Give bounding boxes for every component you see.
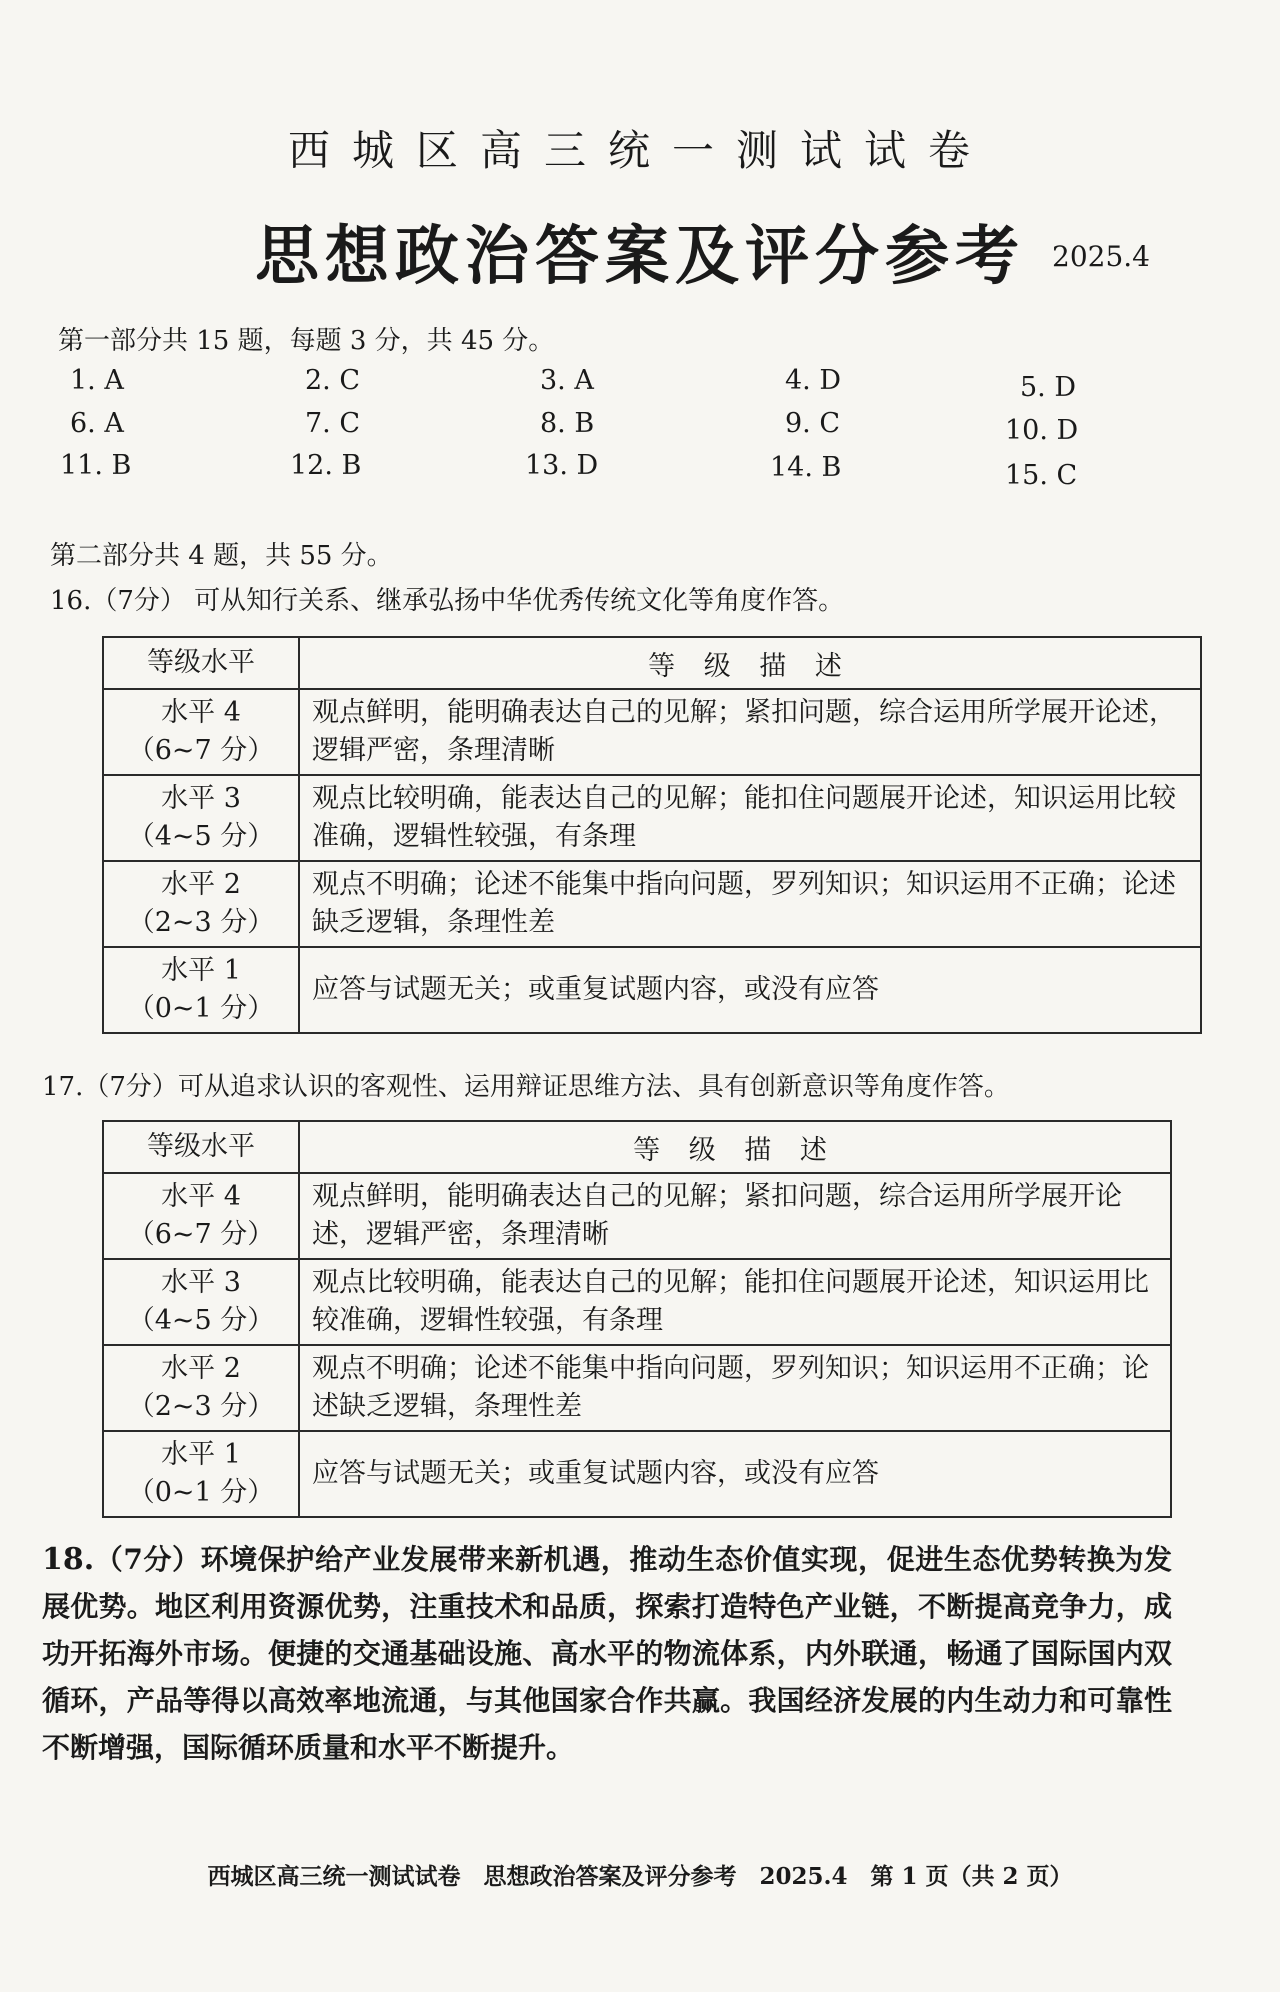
table-row bbox=[103, 1259, 1171, 1345]
level-score: （6~7 分） bbox=[127, 735, 275, 766]
level-name: 水平 3 bbox=[161, 783, 241, 814]
level-score: （4~5 分） bbox=[127, 821, 275, 852]
level-score: （4~5 分） bbox=[127, 1305, 275, 1336]
exam-date: 2025.4 bbox=[1052, 240, 1150, 273]
level-cell bbox=[103, 1259, 299, 1345]
answer-item: 10. D bbox=[1005, 415, 1079, 446]
table-row bbox=[103, 775, 1201, 861]
part2-intro: 第二部分共 4 题，共 55 分。 bbox=[50, 541, 393, 571]
q16-grading-table bbox=[102, 636, 1202, 1034]
table-row bbox=[103, 689, 1201, 775]
description-cell: 应答与试题无关；或重复试题内容，或没有应答 bbox=[299, 1431, 1171, 1517]
header-level: 等级水平 bbox=[103, 637, 299, 689]
q16-prompt: 16.（7分） 可从知行关系、继承弘扬中华优秀传统文化等角度作答。 bbox=[50, 586, 845, 616]
page-footer: 西城区高三统一测试试卷 思想政治答案及评分参考 2025.4 第 1 页（共 2 页） bbox=[207, 1863, 1073, 1890]
level-name: 水平 2 bbox=[161, 869, 241, 900]
level-name: 水平 1 bbox=[161, 955, 241, 986]
answer-item: 15. C bbox=[1005, 460, 1078, 491]
description-cell: 观点鲜明，能明确表达自己的见解；紧扣问题，综合运用所学展开论述，逻辑严密，条理清晰 bbox=[299, 1173, 1171, 1259]
table-row bbox=[103, 861, 1201, 947]
answer-item: 5. D bbox=[1020, 372, 1076, 403]
answer-item: 3. A bbox=[540, 365, 594, 396]
answer-item: 4. D bbox=[785, 365, 841, 396]
level-name: 水平 3 bbox=[161, 1267, 241, 1298]
part1-intro: 第一部分共 15 题，每题 3 分，共 45 分。 bbox=[58, 326, 555, 356]
level-cell bbox=[103, 775, 299, 861]
table-row bbox=[103, 1173, 1171, 1259]
level-score: （2~3 分） bbox=[127, 907, 275, 938]
description-cell: 应答与试题无关；或重复试题内容，或没有应答 bbox=[299, 947, 1201, 1033]
answer-item: 11. B bbox=[60, 450, 132, 481]
description-cell: 观点鲜明，能明确表达自己的见解；紧扣问题，综合运用所学展开论述，逻辑严密，条理清晰 bbox=[299, 689, 1201, 775]
description-cell: 观点不明确；论述不能集中指向问题，罗列知识；知识运用不正确；论述缺乏逻辑，条理性差 bbox=[299, 861, 1201, 947]
answer-item: 13. D bbox=[525, 450, 599, 481]
level-name: 水平 4 bbox=[161, 1181, 241, 1212]
table-row bbox=[103, 947, 1201, 1033]
exam-title: 西城区高三统一测试试卷 bbox=[287, 126, 992, 175]
level-name: 水平 4 bbox=[161, 697, 241, 728]
answer-key-title: 思想政治答案及评分参考 bbox=[255, 219, 1025, 294]
answer-item: 7. C bbox=[305, 408, 361, 439]
level-score: （0~1 分） bbox=[127, 993, 275, 1024]
q18-number: 18. bbox=[42, 1542, 95, 1577]
level-name: 水平 2 bbox=[161, 1353, 241, 1384]
description-cell: 观点比较明确，能表达自己的见解；能扣住问题展开论述，知识运用比较准确，逻辑性较强，有条理 bbox=[299, 1259, 1171, 1345]
q18-answer bbox=[42, 1536, 1172, 1771]
level-cell bbox=[103, 947, 299, 1033]
answer-item: 8. B bbox=[540, 408, 595, 439]
table-header-row bbox=[103, 637, 1201, 689]
q17-grading-table bbox=[102, 1120, 1172, 1518]
header-description: 等 级 描 述 bbox=[299, 1121, 1171, 1173]
answer-item: 6. A bbox=[70, 408, 124, 439]
description-cell: 观点不明确；论述不能集中指向问题，罗列知识；知识运用不正确；论述缺乏逻辑，条理性差 bbox=[299, 1345, 1171, 1431]
answer-item: 14. B bbox=[770, 452, 842, 483]
q18-text: （7分）环境保护给产业发展带来新机遇，推动生态价值实现，促进生态优势转换为发展优势。地区利用资源优势，注重技术和品质，探索打造特色产业链，不断提高竞争力，成功开拓海外市场。便捷的交通基础设施、高水平的物流体系，内外联通，畅通了国际国内双循环，产品等得以高效率地流通，与其他国家合作共赢。我国经济发展的内生动力和可靠性不断增强，国际循环质量和水平不断提升。 bbox=[42, 1543, 1172, 1764]
table-header-row bbox=[103, 1121, 1171, 1173]
answer-item: 1. A bbox=[70, 365, 124, 396]
level-score: （6~7 分） bbox=[127, 1219, 275, 1250]
table-row bbox=[103, 1431, 1171, 1517]
answer-item: 12. B bbox=[290, 450, 362, 481]
level-name: 水平 1 bbox=[161, 1439, 241, 1470]
q17-prompt: 17.（7分）可从追求认识的客观性、运用辩证思维方法、具有创新意识等角度作答。 bbox=[42, 1072, 1010, 1102]
answer-item: 9. C bbox=[785, 408, 841, 439]
answer-item: 2. C bbox=[305, 365, 361, 396]
level-score: （0~1 分） bbox=[127, 1477, 275, 1508]
level-cell bbox=[103, 1173, 299, 1259]
level-cell bbox=[103, 1345, 299, 1431]
level-score: （2~3 分） bbox=[127, 1391, 275, 1422]
level-cell bbox=[103, 861, 299, 947]
header-level: 等级水平 bbox=[103, 1121, 299, 1173]
level-cell bbox=[103, 1431, 299, 1517]
header-description: 等 级 描 述 bbox=[299, 637, 1201, 689]
description-cell: 观点比较明确，能表达自己的见解；能扣住问题展开论述，知识运用比较准确，逻辑性较强，有条理 bbox=[299, 775, 1201, 861]
level-cell bbox=[103, 689, 299, 775]
table-row bbox=[103, 1345, 1171, 1431]
